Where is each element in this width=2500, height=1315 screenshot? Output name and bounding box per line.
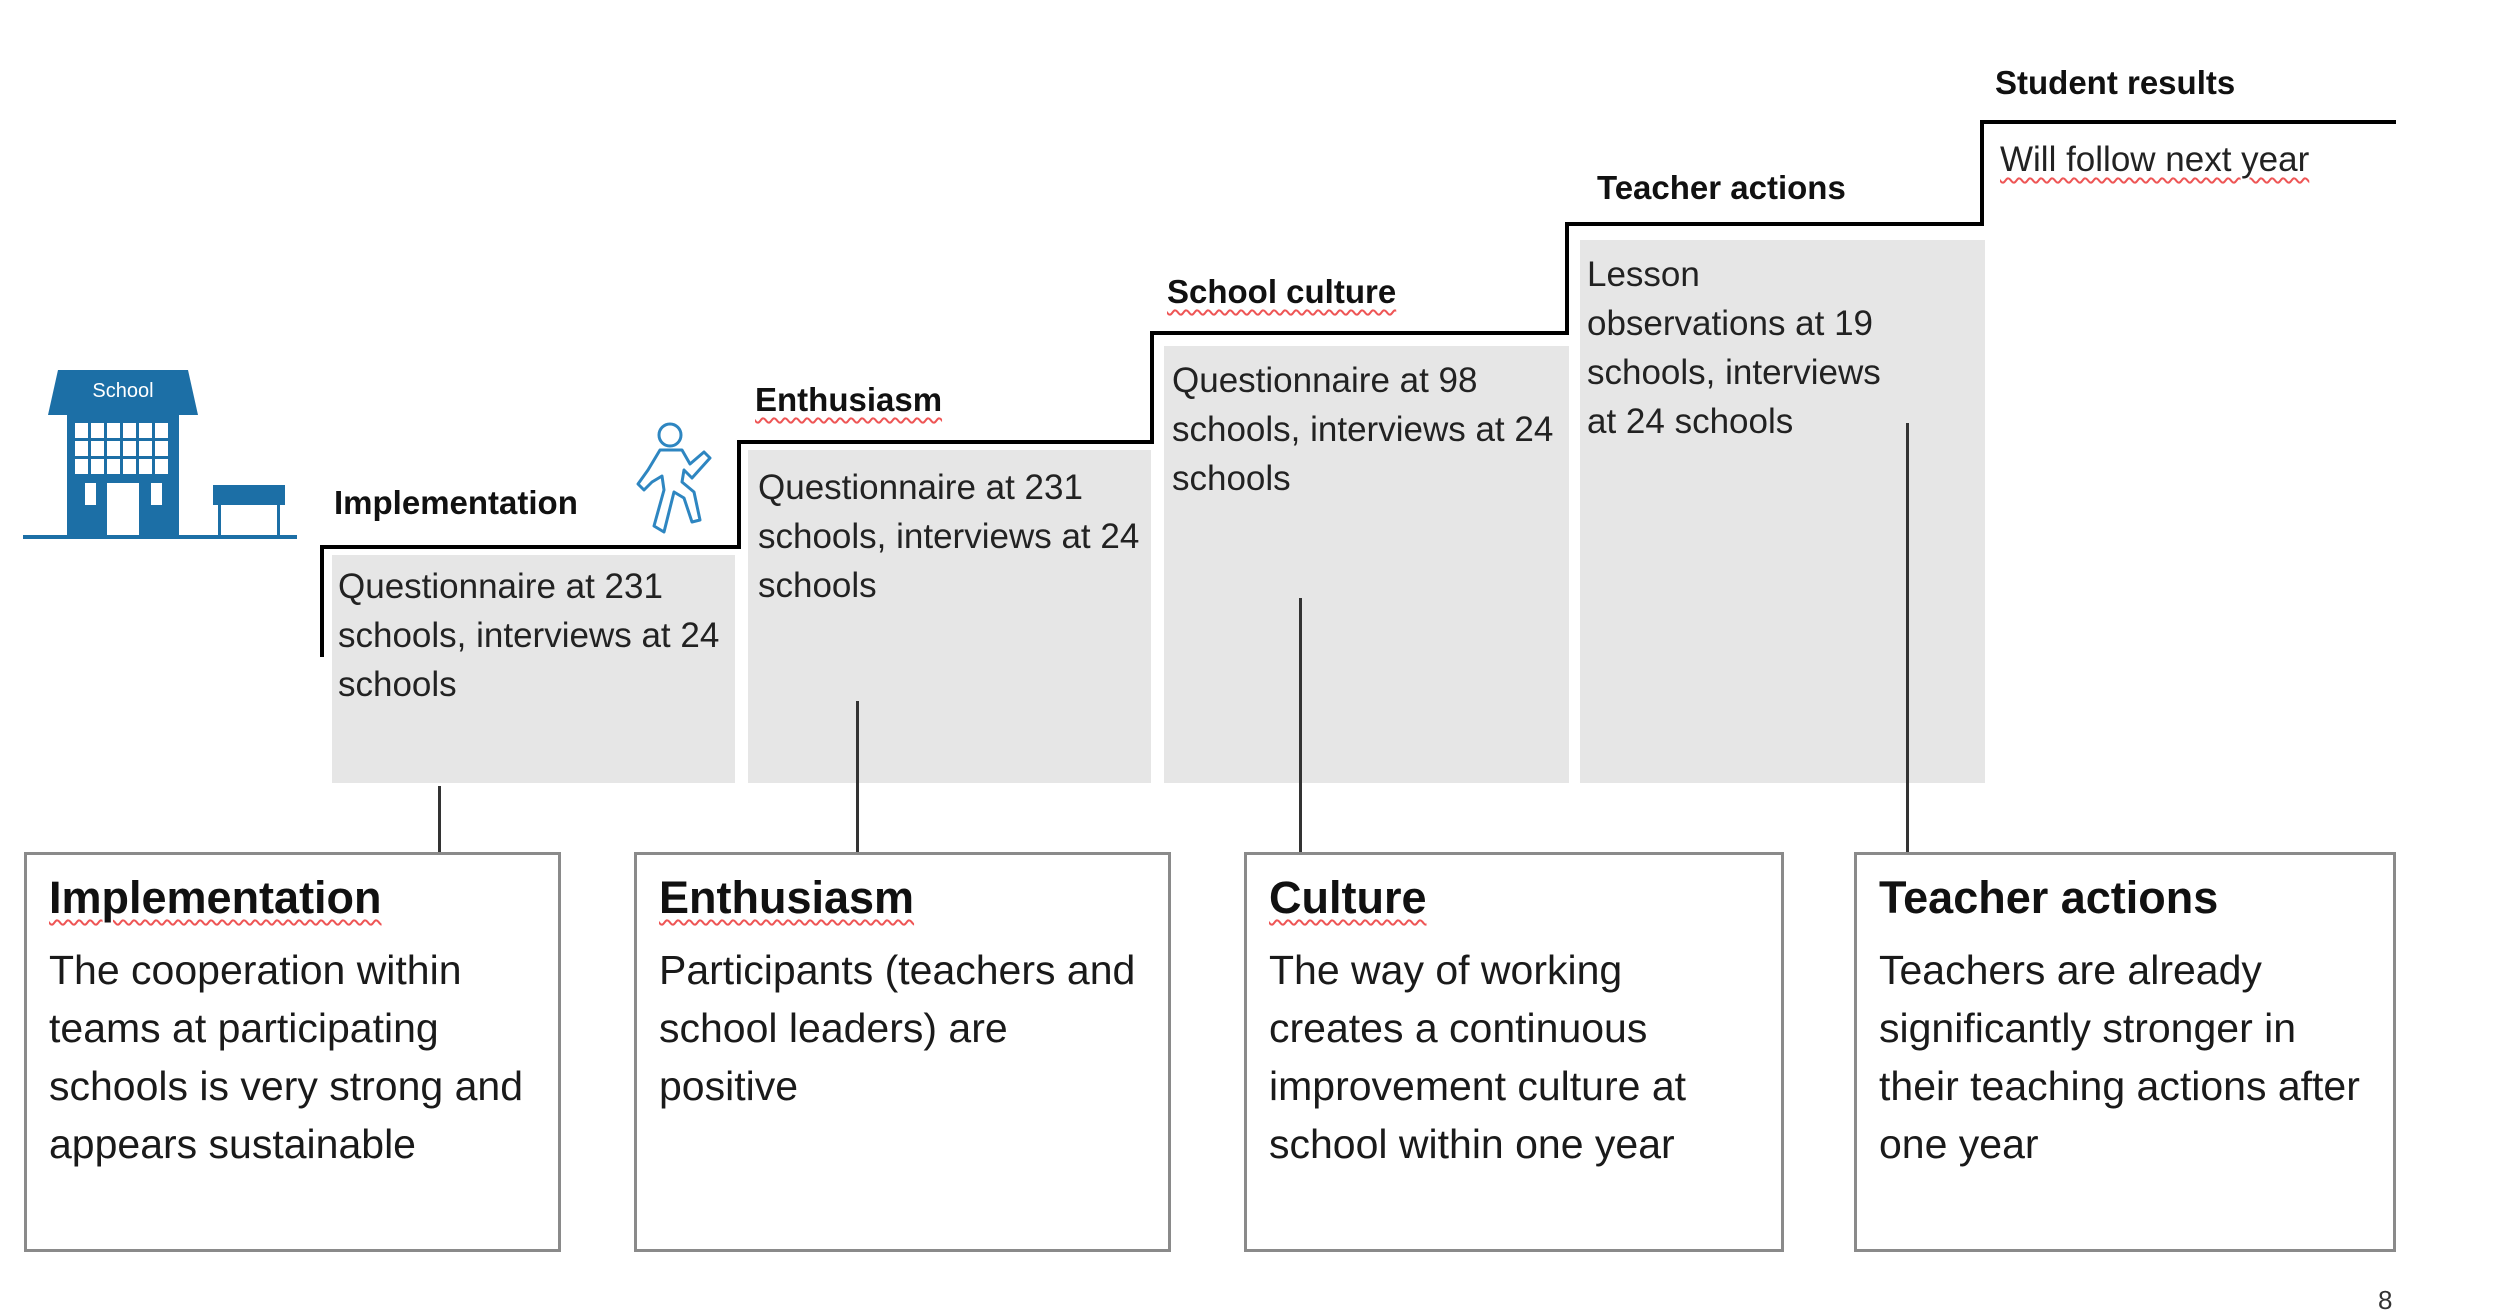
connector-teacher-actions bbox=[1906, 423, 1909, 852]
step-5-riser bbox=[1980, 120, 1984, 226]
card-title: Enthusiasm bbox=[659, 872, 915, 923]
step-label-implementation: Implementation bbox=[334, 484, 578, 521]
school-building-icon bbox=[23, 365, 303, 545]
step-3-riser bbox=[1150, 331, 1154, 444]
step-label-school-culture: School culture bbox=[1167, 273, 1397, 310]
connector-enthusiasm bbox=[856, 701, 859, 852]
running-person-icon bbox=[630, 420, 715, 540]
page-number: 8 bbox=[2378, 1285, 2393, 1315]
step-1-detail-text: Questionnaire at 231 schools, interviews at 24 schools bbox=[338, 567, 720, 704]
step-2-detail-text: Questionnaire at 231 schools, interviews at 24 schools bbox=[758, 468, 1140, 605]
connector-implementation bbox=[438, 786, 441, 852]
card-culture bbox=[1244, 852, 1784, 1252]
step-label-student-results: Student results bbox=[1995, 64, 2236, 101]
step-label-teacher-actions: Teacher actions bbox=[1597, 169, 1846, 206]
step-3-detail-text: Questionnaire at 98 schools, interviews at 24 schools bbox=[1172, 361, 1554, 498]
card-title: Implementation bbox=[49, 872, 382, 923]
step-1-riser bbox=[320, 545, 324, 657]
card-teacher-actions bbox=[1854, 852, 2396, 1252]
school-sign-label: School bbox=[92, 380, 154, 402]
step-3-tread bbox=[1150, 331, 1569, 335]
card-implementation bbox=[24, 852, 561, 1252]
card-title: Culture bbox=[1269, 872, 1427, 923]
step-2-tread bbox=[737, 440, 1154, 444]
connector-culture bbox=[1299, 598, 1302, 852]
card-body: Participants (teachers and school leaders) are positive bbox=[659, 947, 1136, 1109]
step-4-detail-text: Lesson observations at 19 schools, interviews at 24 schools bbox=[1587, 255, 1881, 441]
step-1-tread bbox=[320, 545, 741, 549]
step-5-tread bbox=[1980, 120, 2396, 124]
step-5-detail-text: Will follow next year bbox=[2000, 140, 2310, 179]
step-2-riser bbox=[737, 440, 741, 549]
card-body: Teachers are already significantly stronger in their teaching actions after one year bbox=[1879, 947, 2360, 1167]
card-body: The way of working creates a continuous improvement culture at school within one year bbox=[1269, 947, 1687, 1167]
card-enthusiasm bbox=[634, 852, 1171, 1252]
step-label-enthusiasm: Enthusiasm bbox=[755, 381, 943, 418]
card-title: Teacher actions bbox=[1879, 872, 2219, 923]
step-4-tread bbox=[1565, 222, 1984, 226]
step-4-riser bbox=[1565, 222, 1569, 335]
card-body: The cooperation within teams at participating schools is very strong and appears sustainable bbox=[49, 947, 524, 1167]
